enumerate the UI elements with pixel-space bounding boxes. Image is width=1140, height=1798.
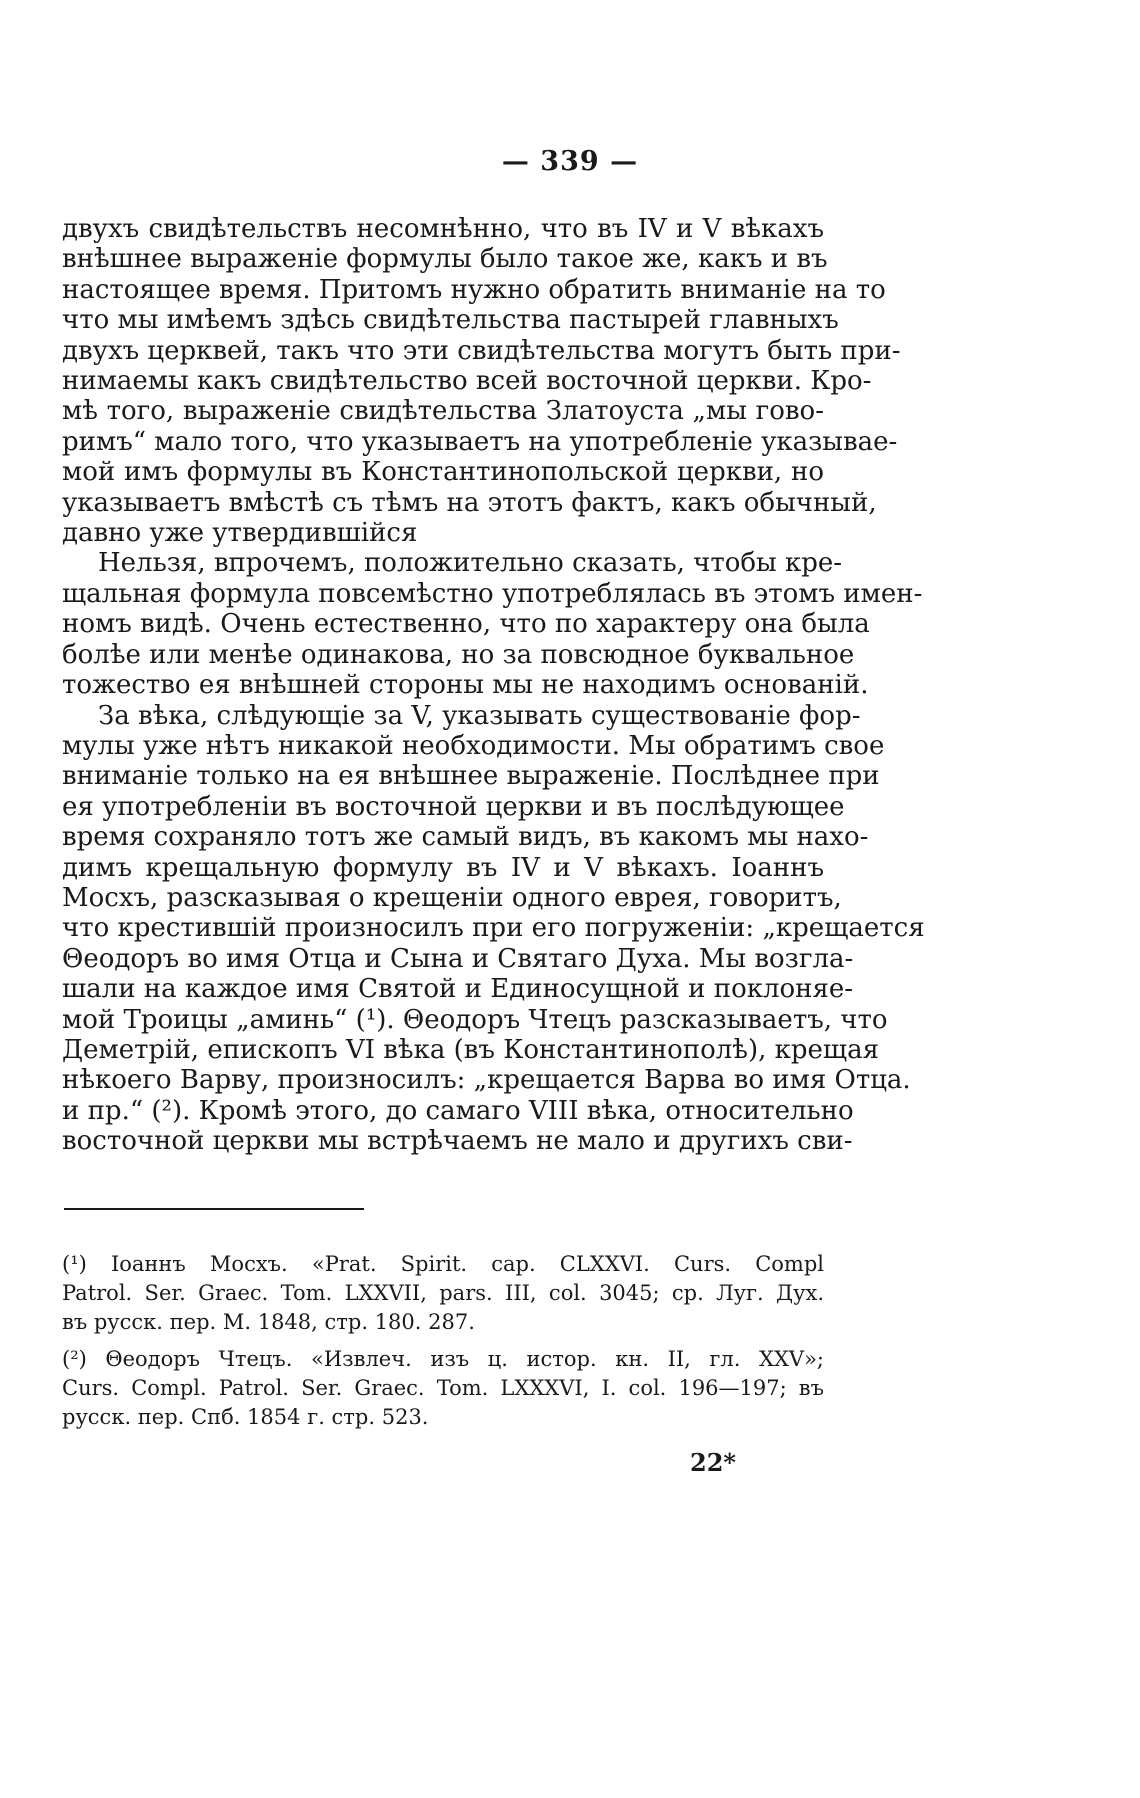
text-line: щальная формула повсемѣстно употреблялась въ этомъ имен- (62, 578, 923, 609)
footnote-line: русск. пер. Спб. 1854 г. стр. 523. (62, 1405, 429, 1429)
footnote-line: (²) Θеодоръ Чтецъ. «Извлеч. изъ ц. истор. кн. II, гл. XXV»; (62, 1347, 824, 1371)
footnote-line: въ русск. пер. М. 1848, стр. 180. 287. (62, 1310, 475, 1334)
text-line: нѣкоего Варву, произносилъ: „крещается Варва во имя Отца. (62, 1065, 911, 1096)
text-line: номъ видѣ. Очень естественно, что по характеру она была (62, 609, 870, 640)
text-line: настоящее время. Притомъ нужно обратить вниманіе на то (62, 274, 886, 305)
text-line: За вѣка, слѣдующіе за V, указывать существованіе фор- (98, 700, 861, 731)
text-line: что мы имѣемъ здѣсь свидѣтельства пастырей главныхъ (62, 305, 839, 336)
text-line: восточной церкви мы встрѣчаемъ не мало и другихъ сви- (62, 1126, 853, 1157)
text-line: двухъ свидѣтельствъ несомнѣнно, что въ IV и V вѣкахъ (62, 214, 824, 244)
text-line: и пр.“ (²). Кромѣ этого, до самаго VIII вѣка, относительно (62, 1095, 854, 1126)
footnote-divider (64, 1208, 364, 1210)
text-line: давно уже утвердившійся (62, 518, 418, 549)
text-line: двухъ церквей, такъ что эти свидѣтельства могутъ быть при- (62, 335, 901, 366)
text-line: мулы уже нѣтъ никакой необходимости. Мы обратимъ свое (62, 730, 885, 761)
text-line: римъ“ мало того, что указываетъ на употребленіе указывае- (62, 426, 898, 457)
footnotes (62, 1250, 824, 1432)
text-line: время сохраняло тотъ же самый видъ, въ какомъ мы нахо- (62, 822, 869, 853)
text-line: Деметрій, епископъ VI вѣка (въ Константинополѣ), крещая (62, 1034, 879, 1065)
text-line: указываетъ вмѣстѣ съ тѣмъ на этотъ фактъ, какъ обычный, (62, 487, 877, 518)
text-line: нимаемы какъ свидѣтельство всей восточной церкви. Кро- (62, 366, 872, 397)
text-line: Θеодоръ во имя Отца и Сына и Святаго Духа. Мы возгла- (62, 943, 854, 974)
text-line: болѣе или менѣе одинакова, но за повсюдное буквальное (62, 639, 855, 670)
text-line: ея употребленіи въ восточной церкви и въ послѣдующее (62, 791, 845, 822)
text-line: Мосхъ, разсказывая о крещеніи одного еврея, говоритъ, (62, 882, 842, 913)
text-line: мой имъ формулы въ Константинопольской церкви, но (62, 457, 824, 488)
footnote-line: Patrol. Ser. Graec. Tom. LXXVII, pars. III, col. 3045; ср. Луг. Дух. (62, 1281, 824, 1305)
printer-signature-mark: 22* (690, 1448, 736, 1477)
body-text (62, 214, 925, 1157)
text-line: мѣ того, выраженіе свидѣтельства Златоуста „мы гово- (62, 396, 824, 427)
text-line: вниманіе только на ея внѣшнее выраженіе. Послѣднее при (62, 761, 880, 792)
text-line: внѣшнее выраженіе формулы было такое же, какъ и въ (62, 244, 828, 275)
text-line: димъ крещальную формулу въ IV и V вѣкахъ. Іоаннъ (62, 852, 824, 883)
footnote-line: (¹) Іоаннъ Мосхъ. «Prat. Spirit. cap. CLXXVI. Curs. Compl (62, 1252, 824, 1276)
text-line: Нельзя, впрочемъ, положительно сказать, чтобы кре- (98, 548, 843, 579)
footnote-line: Curs. Compl. Patrol. Ser. Graec. Tom. LXXXVI, I. col. 196—197; въ (62, 1376, 824, 1400)
text-line: мой Троицы „аминь“ (¹). Θеодоръ Чтецъ разсказываетъ, что (62, 1004, 888, 1035)
text-line: что крестившій произносилъ при его погруженіи: „крещается (62, 913, 925, 944)
text-line: тожество ея внѣшней стороны мы не находимъ основаній. (62, 670, 869, 701)
page-number: — 339 — (501, 146, 639, 177)
text-line: шали на каждое имя Святой и Единосущной и поклоняе- (62, 974, 854, 1005)
